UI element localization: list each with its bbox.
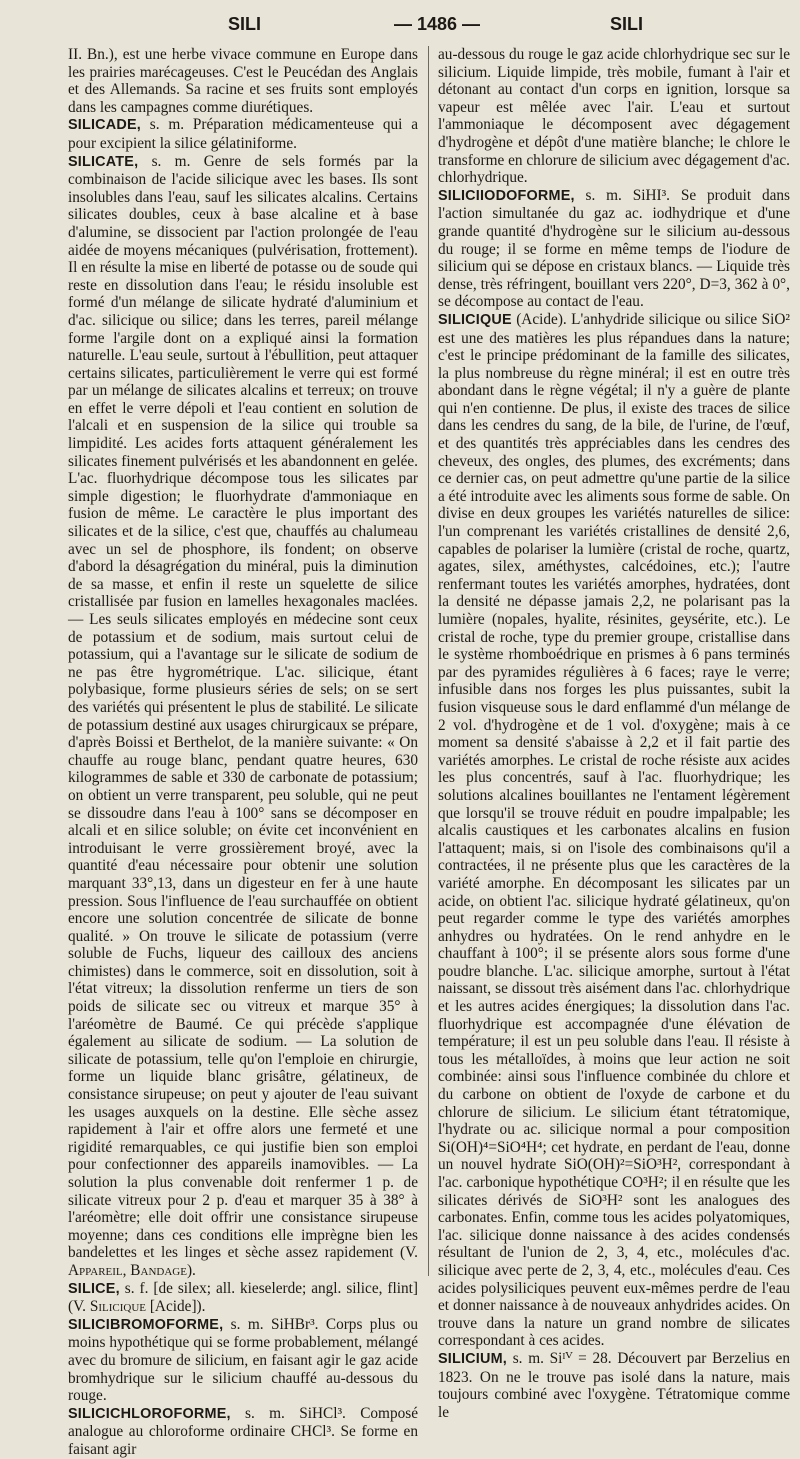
entry-silicichloroforme xyxy=(68,1405,418,1459)
entry-silice xyxy=(68,1280,418,1316)
running-head xyxy=(0,14,800,42)
entry-text: s. m. SiHCl³. Composé analogue au chloroforme ordinaire CHCl³. Se forme en faisant agir xyxy=(68,1404,418,1458)
headword: SILICIIODOFORME, xyxy=(438,187,575,204)
entry-silicique xyxy=(438,311,790,1350)
headword: SILICIUM, xyxy=(438,1350,507,1367)
headword: SILICICHLOROFORME, xyxy=(68,1405,231,1422)
column-divider xyxy=(428,46,429,1276)
entry-text: s. m. Siᴵⱽ = 28. Découvert par Berzelius en 1823. On ne le trouve pas isolé dans la nature, mais toujours combiné avec l'oxygène. Tétratomique comme le xyxy=(438,1349,790,1421)
headword: SILICIBROMOFORME, xyxy=(68,1316,224,1333)
entry-continuation: au-dessous du rouge le gaz acide chlorhydrique sec sur le silicium. Liquide limpide, très mobile, fumant à l'air et détonant au contact d'un corps en ignition, lorsque sa vapeur est mêlée avec l'air. L'eau et surtout l'ammoniaque le décomposent avec dégagement d'hydrogène et dépôt d'une matière blanche; le chlore le transforme en chlorure de silicium avec dégagement d'ac. chlorhydrique. xyxy=(438,46,790,187)
running-head-left: SILI xyxy=(228,14,262,34)
left-column xyxy=(68,46,418,1458)
entry-silicibromoforme xyxy=(68,1316,418,1405)
entry-text-tail: ). xyxy=(186,1261,196,1279)
entry-continuation: II. Bn.), est une herbe vivace commune en Europe dans les prairies marécageuses. C'est le Peucédan des Anglais et des Allemands. Sa racine et ses fruits sont employés dans les campagnes comme diurétiques. xyxy=(68,46,418,116)
headword: SILICE, xyxy=(68,1280,120,1297)
entry-text: (Acide). L'anhydride silicique ou silice SiO² est une des matières les plus répandues dans la nature; c'est le principe prédominant de la famille des silicates, la plus nombreuse du règne minéral; il est en outre très abondant dans le règne végétal; il n'y a guère de plante qui n'en contienne. De plus, il existe des traces de silice dans les cendres du sang, de la bile, de l'urine, de l'œuf, et des quantités très appréciables dans les cendres des cheveux, des ongles, des plumes, des excréments; dans ce dernier cas, on peut admettre qu'une partie de la silice a été introduite avec les aliments sous forme de sable. On divise en deux groupes les variétés naturelles de silice: l'un comprenant les variétés cristallines de densité 2,6, capables de polariser la lumière (cristal de roche, quartz, agates, silex, améthystes, calcédoines, etc.); l'autre renfermant toutes les variétés amorphes, hydratées, dont la densité ne dépasse jamais 2,2, ne polarisant pas la lumière (nopales, hyalite, résinites, geysérite, etc.). Le cristal de roche, type du premier groupe, cristallise dans le système rhomboédrique en prismes à 6 pans terminés par des pyramides régulières à 6 faces; raye le verre; infusible dans nos forges les plus puissantes, subit la fusion visqueuse sous le dard enflammé d'un mélange de 2 vol. d'hydrogène et de 1 vol. d'oxygène; mais à ce moment sa densité s'abaisse à 2,2 et il fait partie des variétés amorphes. Le cristal de roche résiste aux acides les plus concentrés, sauf à l'ac. fluorhydrique; les solutions alcalines bouillantes ne l'entament légèrement que lorsqu'il se trouve réduit en poudre impalpable; les alcalis caustiques et les carbonates alcalins en fusion l'attaquent; mais, si on l'isole des combinaisons qu'il a contractées, il ne présente plus que les caractères de la variété amorphe. En décomposant les silicates par un acide, on obtient l'ac. silicique hydraté gélatineux, qu'on peut regarder comme le type des variétés amorphes anhydres ou hydratées. On le rend anhydre en le chauffant à 100°; il se présente alors sous forme d'une poudre blanche. L'ac. silicique amorphe, surtout à l'état naissant, se dissout très aisément dans l'ac. chlorhydrique et les autres acides énergiques; la dissolution dans l'ac. fluorhydrique est accompagnée d'une élévation de température; il est un peu soluble dans l'eau. Il résiste à tous les métalloïdes, à moins que leur action ne soit combinée: ainsi sous l'influence combinée du chlore et du carbone on obtient de l'oxyde de carbone et du chlorure de silicium. Le silicium étant tétratomique, l'hydrate ou ac. silicique normal a pour composition Si(OH)⁴=SiO⁴H⁴; cet hydrate, en perdant de l'eau, donne un nouvel hydrate SiO(OH)²=SiO³H², correspondant à l'ac. carbonique hypothétique CO³H²; il en résulte que les silicates dérivés de SiO³H² sont les analogues des carbonates. Enfin, comme tous les acides polyatomiques, l'ac. silicique donne naissance à des acides condensés résultant de l'union de 2, 3, 4, etc., molécules d'ac. silicique avec perte de 2, 3, 4, etc., molécules d'eau. Ces acides polysiliciques peuvent eux-mêmes perdre de l'eau et donner naissance à de nouveaux anhydrides acides. On trouve dans la nature un grand nombre de silicates correspondant à ces acides. xyxy=(438,310,790,1350)
headword: SILICATE, xyxy=(68,153,139,170)
entry-text: s. m. SiHBr³. Corps plus ou moins hypothétique qui se forme probablement, mélangé avec du bromure de silicium, en faisant agir le gaz acide bromhydrique sur le silicium chauffé au-dessous du rouge. xyxy=(68,1315,418,1405)
cross-reference: Silicique xyxy=(89,1298,146,1316)
entry-text: s. m. SiHI³. Se produit dans l'action simultanée du gaz ac. iodhydrique et d'une grande quantité d'hydrogène sur le silicium au-dessous du rouge; il se forme en même temps de l'iodure de silicium qui se dépose en cristaux blancs. — Liquide très dense, très réfringent, bouillant vers 220°, D=3, 362 à 0°, se décompose au contact de l'eau. xyxy=(438,186,790,311)
entry-text: s. m. Genre de sels formés par la combinaison de l'acide silicique avec les bases. Ils sont insolubles dans l'eau, sauf les silicates alcalins. Certains silicates doubles, ceux à base alcaline et à base d'alumine, se dissocient par l'action prolongée de l'eau aidée de moyens mécaniques (pulvérisation, frottement). Il en résulte la mise en liberté de potasse ou de soude qui reste en dissolution dans l'eau; le résidu insoluble est formé d'un mélange de silicate hydraté d'aluminium et d'ac. silicique ou silice; dans les terres, pareil mélange forme l'argile dont on a expliqué ainsi la formation naturelle. L'eau seule, surtout à l'ébullition, peut attaquer certains silicates, particulièrement le verre qui est formé par un mélange de silicates alcalins et terreux; on trouve en effet le verre dépoli et l'eau contient en solution de l'alcali et en suspension de la silice qui trouble sa limpidité. Les acides forts attaquent généralement les silicates finement pulvérisés et les abandonnent en gelée. L'ac. fluorhydrique décompose tous les silicates par simple digestion; le fluorhydrate d'ammoniaque en fusion de même. Le caractère le plus important des silicates et de la silice, c'est que, chauffés au chalumeau avec un sel de phosphore, ils fondent; on observe d'abord la désagrégation du minéral, puis la diminution de sa masse, et enfin il reste un squelette de silice cristallisée par fusion en lamelles hexagonales maclées. — Les seuls silicates employés en médecine sont ceux de potassium et de sodium, mais surtout celui de potassium, qui a l'avantage sur le silicate de sodium de ne pas être hygrométrique. L'ac. silicique, étant polybasique, forme plusieurs séries de sels; on se sert des variétés qui présentent le plus de stabilité. Le silicate de potassium destiné aux usages chirurgicaux se prépare, d'après Boissi et Berthelot, de la manière suivante: « On chauffe au rouge blanc, pendant quatre heures, 630 kilogrammes de sable et 330 de carbonate de potassium; on obtient un verre transparent, peu soluble, qui ne peut se dissoudre dans l'eau à 100° sans se décomposer en alcali et en silice soluble; on évite cet inconvénient en introduisant le verre grossièrement broyé, avec la quantité d'eau nécessaire pour obtenir une solution marquant 33°,13, dans un digesteur en fer à une haute pression. Sous l'influence de l'eau surchauffée on obtient encore une solution concentrée de silicate de bonne qualité. » On trouve le silicate de potassium (verre soluble de Fuchs, liqueur des cailloux des anciens chimistes) dans le commerce, soit en dissolution, soit à l'état vitreux; la dissolution renferme un tiers de son poids de silicate sec ou vitreux et marque 35° à l'aréomètre de Baumé. Ce qui précède s'applique également au silicate de sodium. — La solution de silicate de potassium, telle qu'on l'emploie en chirurgie, forme un liquide blanc grisâtre, gélatineux, de consistance sirupeuse; on peut y ajouter de l'eau suivant les usages auxquels on la destine. Elle sèche assez rapidement à l'air et offre alors une fermeté et une rigidité remarquables, ce qui justifie bien son emploi pour confectionner des appareils inamovibles. — La solution la plus convenable doit renfermer 1 p. de silicate vitreux pour 2 p. d'eau et marquer 35 à 38° à l'aréomètre; elle doit offrir une consistance sirupeuse moyenne; dans ces conditions elle imprègne bien les bandelettes et les linges et sèche assez rapidement (V. xyxy=(68,152,418,1262)
page-number: — 1486 — xyxy=(394,14,481,34)
entry-siliciiodoforme xyxy=(438,187,790,311)
cross-reference: Appareil, Bandage xyxy=(68,1261,187,1279)
entry-silicate xyxy=(68,153,418,1280)
headword: SILICADE, xyxy=(68,117,141,134)
entry-silicade xyxy=(68,116,418,152)
right-column xyxy=(438,46,790,1421)
running-head-right: SILI xyxy=(610,14,644,34)
entry-text: s. m. Préparation médicamenteuse qui a pour excipient la silice gélatiniforme. xyxy=(68,116,418,152)
entry-text: s. f. [de silex; all. kieselerde; angl. silice, flint] (V. xyxy=(68,1279,418,1316)
entry-text-tail: [Acide]). xyxy=(146,1298,206,1316)
headword: SILICIQUE xyxy=(438,311,512,328)
entry-silicium xyxy=(438,1350,790,1421)
